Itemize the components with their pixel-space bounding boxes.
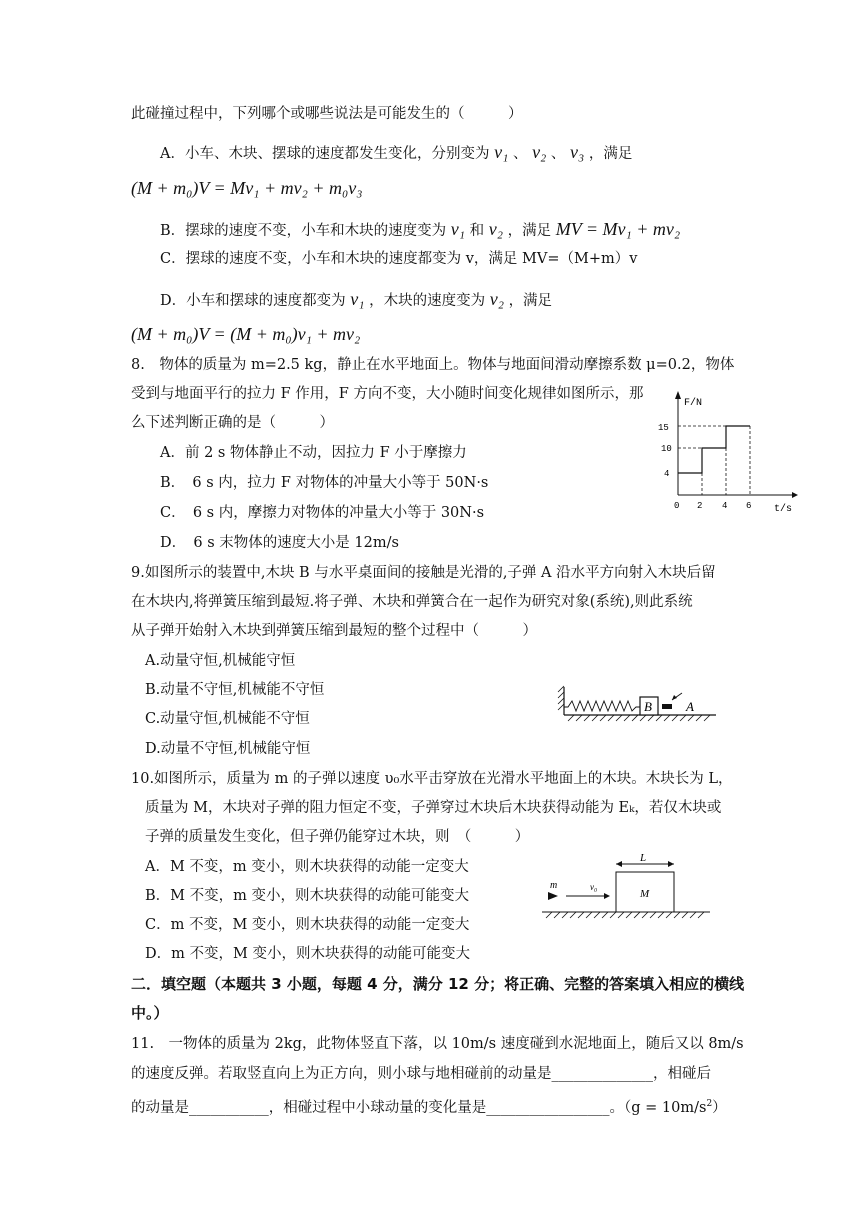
q8-stem-2: 受到与地面平行的拉力 F 作用，F 方向不变，大小随时间变化规律如图所示，那: [131, 386, 644, 402]
q10-option-a: A．M 不变，m 变小，则木块获得的动能一定变大: [145, 859, 469, 875]
y-axis-label: F/N: [684, 398, 703, 409]
q8-option-b: B． 6 s 内，拉力 F 对物体的冲量大小等于 50N·s: [160, 475, 489, 491]
v3-symbol: v₃: [570, 142, 585, 162]
block-mass-label: M: [640, 888, 650, 900]
spring: [564, 701, 640, 711]
q11-stem-2: 的速度反弹。若取竖直向上为正方向，则小球与地相碰前的动量是______________，相碰后: [131, 1066, 711, 1082]
spring-block-diagram: [556, 683, 726, 725]
q10-stem-1: 10.如图所示，质量为 m 的子弹以速度 υ₀水平击穿放在光滑水平地面上的木块。木块长为 L，: [131, 771, 733, 787]
q7-option-a: [160, 142, 632, 164]
q7-option-a-text: A．小车、木块、摆球的速度都发生变化，分别变为: [160, 146, 490, 162]
y-axis-arrow: [675, 391, 681, 399]
q8-stem-3: 么下述判断正确的是（ ）: [131, 415, 334, 431]
v2-symbol: v₂: [488, 219, 503, 239]
q9-stem-2: 在木块内,将弹簧压缩到最短.将子弹、木块和弹簧合在一起作为研究对象(系统),则此系统: [131, 594, 693, 610]
v1-symbol: v₁: [450, 219, 466, 239]
velocity-label: v₀: [590, 882, 598, 892]
q9-option-b: B.动量不守恒,机械能不守恒: [145, 682, 325, 698]
q7-option-a-tail: ，满足: [588, 146, 633, 162]
x-axis-arrow: [792, 492, 798, 498]
bullet: [662, 704, 672, 709]
q7-equation-b: MV = Mv₁ + mv₂: [555, 219, 681, 239]
q10-option-c: C．m 不变，M 变小，则木块获得的动能一定变大: [145, 917, 470, 933]
q7-option-d-tail: ，满足: [508, 293, 553, 309]
q8-stem-1: 8. 物体的质量为 m=2.5 kg，静止在水平地面上。物体与地面间滑动摩擦系数 μ=0.2，物体: [131, 357, 735, 373]
q10-option-d: D．m 不变，M 变小，则木块获得的动能可能变大: [145, 946, 470, 962]
q9-stem-3: 从子弹开始射入木块到弹簧压缩到最短的整个过程中（ ）: [131, 623, 537, 639]
y-tick-label: 4: [664, 469, 670, 479]
exponent: 2: [706, 1099, 713, 1109]
block-b-label: B: [644, 699, 652, 714]
x-tick-label: 4: [722, 501, 728, 511]
floor-hatching: [568, 715, 710, 721]
q10-stem-2: 质量为 M，木块对子弹的阻力恒定不变，子弹穿过木块后木块获得动能为 Eₖ，若仅木块或: [145, 800, 722, 816]
length-label: L: [640, 852, 647, 864]
section-2-heading: 二．填空题（本题共 3 小题，每题 4 分，满分 12 分；将正确、完整的答案填入相应的横线: [131, 975, 745, 993]
y-tick-label: 15: [658, 423, 669, 433]
separator: 、: [550, 146, 566, 162]
q7-equation-d: (M + m₀)V = (M + m₀)v₁ + mv₂: [131, 324, 361, 344]
v2-symbol: v₂: [489, 289, 504, 309]
q8-option-a: A．前 2 s 物体静止不动，因拉力 F 小于摩擦力: [160, 445, 467, 461]
q8-option-d: D． 6 s 末物体的速度大小是 12m/s: [160, 535, 399, 551]
v2-symbol: v₂: [532, 142, 547, 162]
q7-option-c: C．摆球的速度不变，小车和木块的速度都变为 v，满足 MV=（M+m）v: [160, 251, 638, 267]
x-tick-label: 0: [674, 501, 680, 511]
q11-stem-1: 11. 一物体的质量为 2kg，此物体竖直下落，以 10m/s 速度碰到水泥地面上，随后又以 8m/s: [131, 1036, 744, 1052]
q7-option-b-and: 和: [469, 223, 485, 239]
v1-symbol: v₁: [350, 289, 365, 309]
q10-option-b: B．M 不变，m 变小，则木块获得的动能可能变大: [145, 888, 469, 904]
bullet-mass-label: m: [550, 880, 558, 891]
q11-stem-3-text: 的动量是___________，相碰过程中小球动量的变化量是_________________。（g = 10m/s: [131, 1099, 707, 1116]
q7-option-d-mid: ，木块的速度变为: [369, 293, 486, 309]
q11-stem-3: [131, 1094, 727, 1118]
bullet: [548, 892, 558, 900]
section-2-heading-cont: 中。）: [131, 1004, 169, 1022]
force-step-line: [678, 426, 750, 473]
q7-option-d: [160, 289, 552, 311]
separator: 、: [512, 146, 528, 162]
q7-equation-a: (M + m₀)V = Mv₁ + mv₂ + m₀v₃: [131, 178, 363, 198]
q9-stem-1: 9.如图所示的装置中,木块 B 与水平桌面间的接触是光滑的,子弹 A 沿水平方向射入木块后留: [131, 565, 716, 581]
y-tick-label: 10: [661, 444, 672, 454]
v1-symbol: v₁: [494, 142, 509, 162]
q9-option-d: D.动量不守恒,机械能守恒: [145, 741, 311, 757]
q8-option-c: C． 6 s 内，摩擦力对物体的冲量大小等于 30N·s: [160, 505, 485, 521]
bullet-a-label: A: [686, 699, 694, 714]
q7-option-b: [160, 219, 680, 241]
x-axis-label: t/s: [774, 504, 793, 515]
x-tick-label: 6: [746, 501, 752, 511]
bullet-block-diagram: [542, 850, 714, 922]
q7-option-b-tail: ，满足: [507, 223, 552, 239]
q9-option-c: C.动量守恒,机械能不守恒: [145, 711, 310, 727]
floor-hatching: [546, 912, 704, 918]
q7-option-b-text: B．摆球的速度不变，小车和木块的速度变为: [160, 223, 447, 239]
q9-option-a: A.动量守恒,机械能守恒: [145, 653, 296, 669]
x-tick-label: 2: [697, 501, 703, 511]
q7-stem-line: 此碰撞过程中，下列哪个或哪些说法是可能发生的（ ）: [131, 106, 523, 122]
q11-stem-3-end: ）: [712, 1099, 727, 1116]
q10-stem-3: 子弹的质量发生变化，但子弹仍能穿过木块，则 （ ）: [145, 829, 530, 845]
force-time-graph: [652, 385, 802, 515]
q7-option-d-text: D．小车和摆球的速度都变为: [160, 293, 346, 309]
